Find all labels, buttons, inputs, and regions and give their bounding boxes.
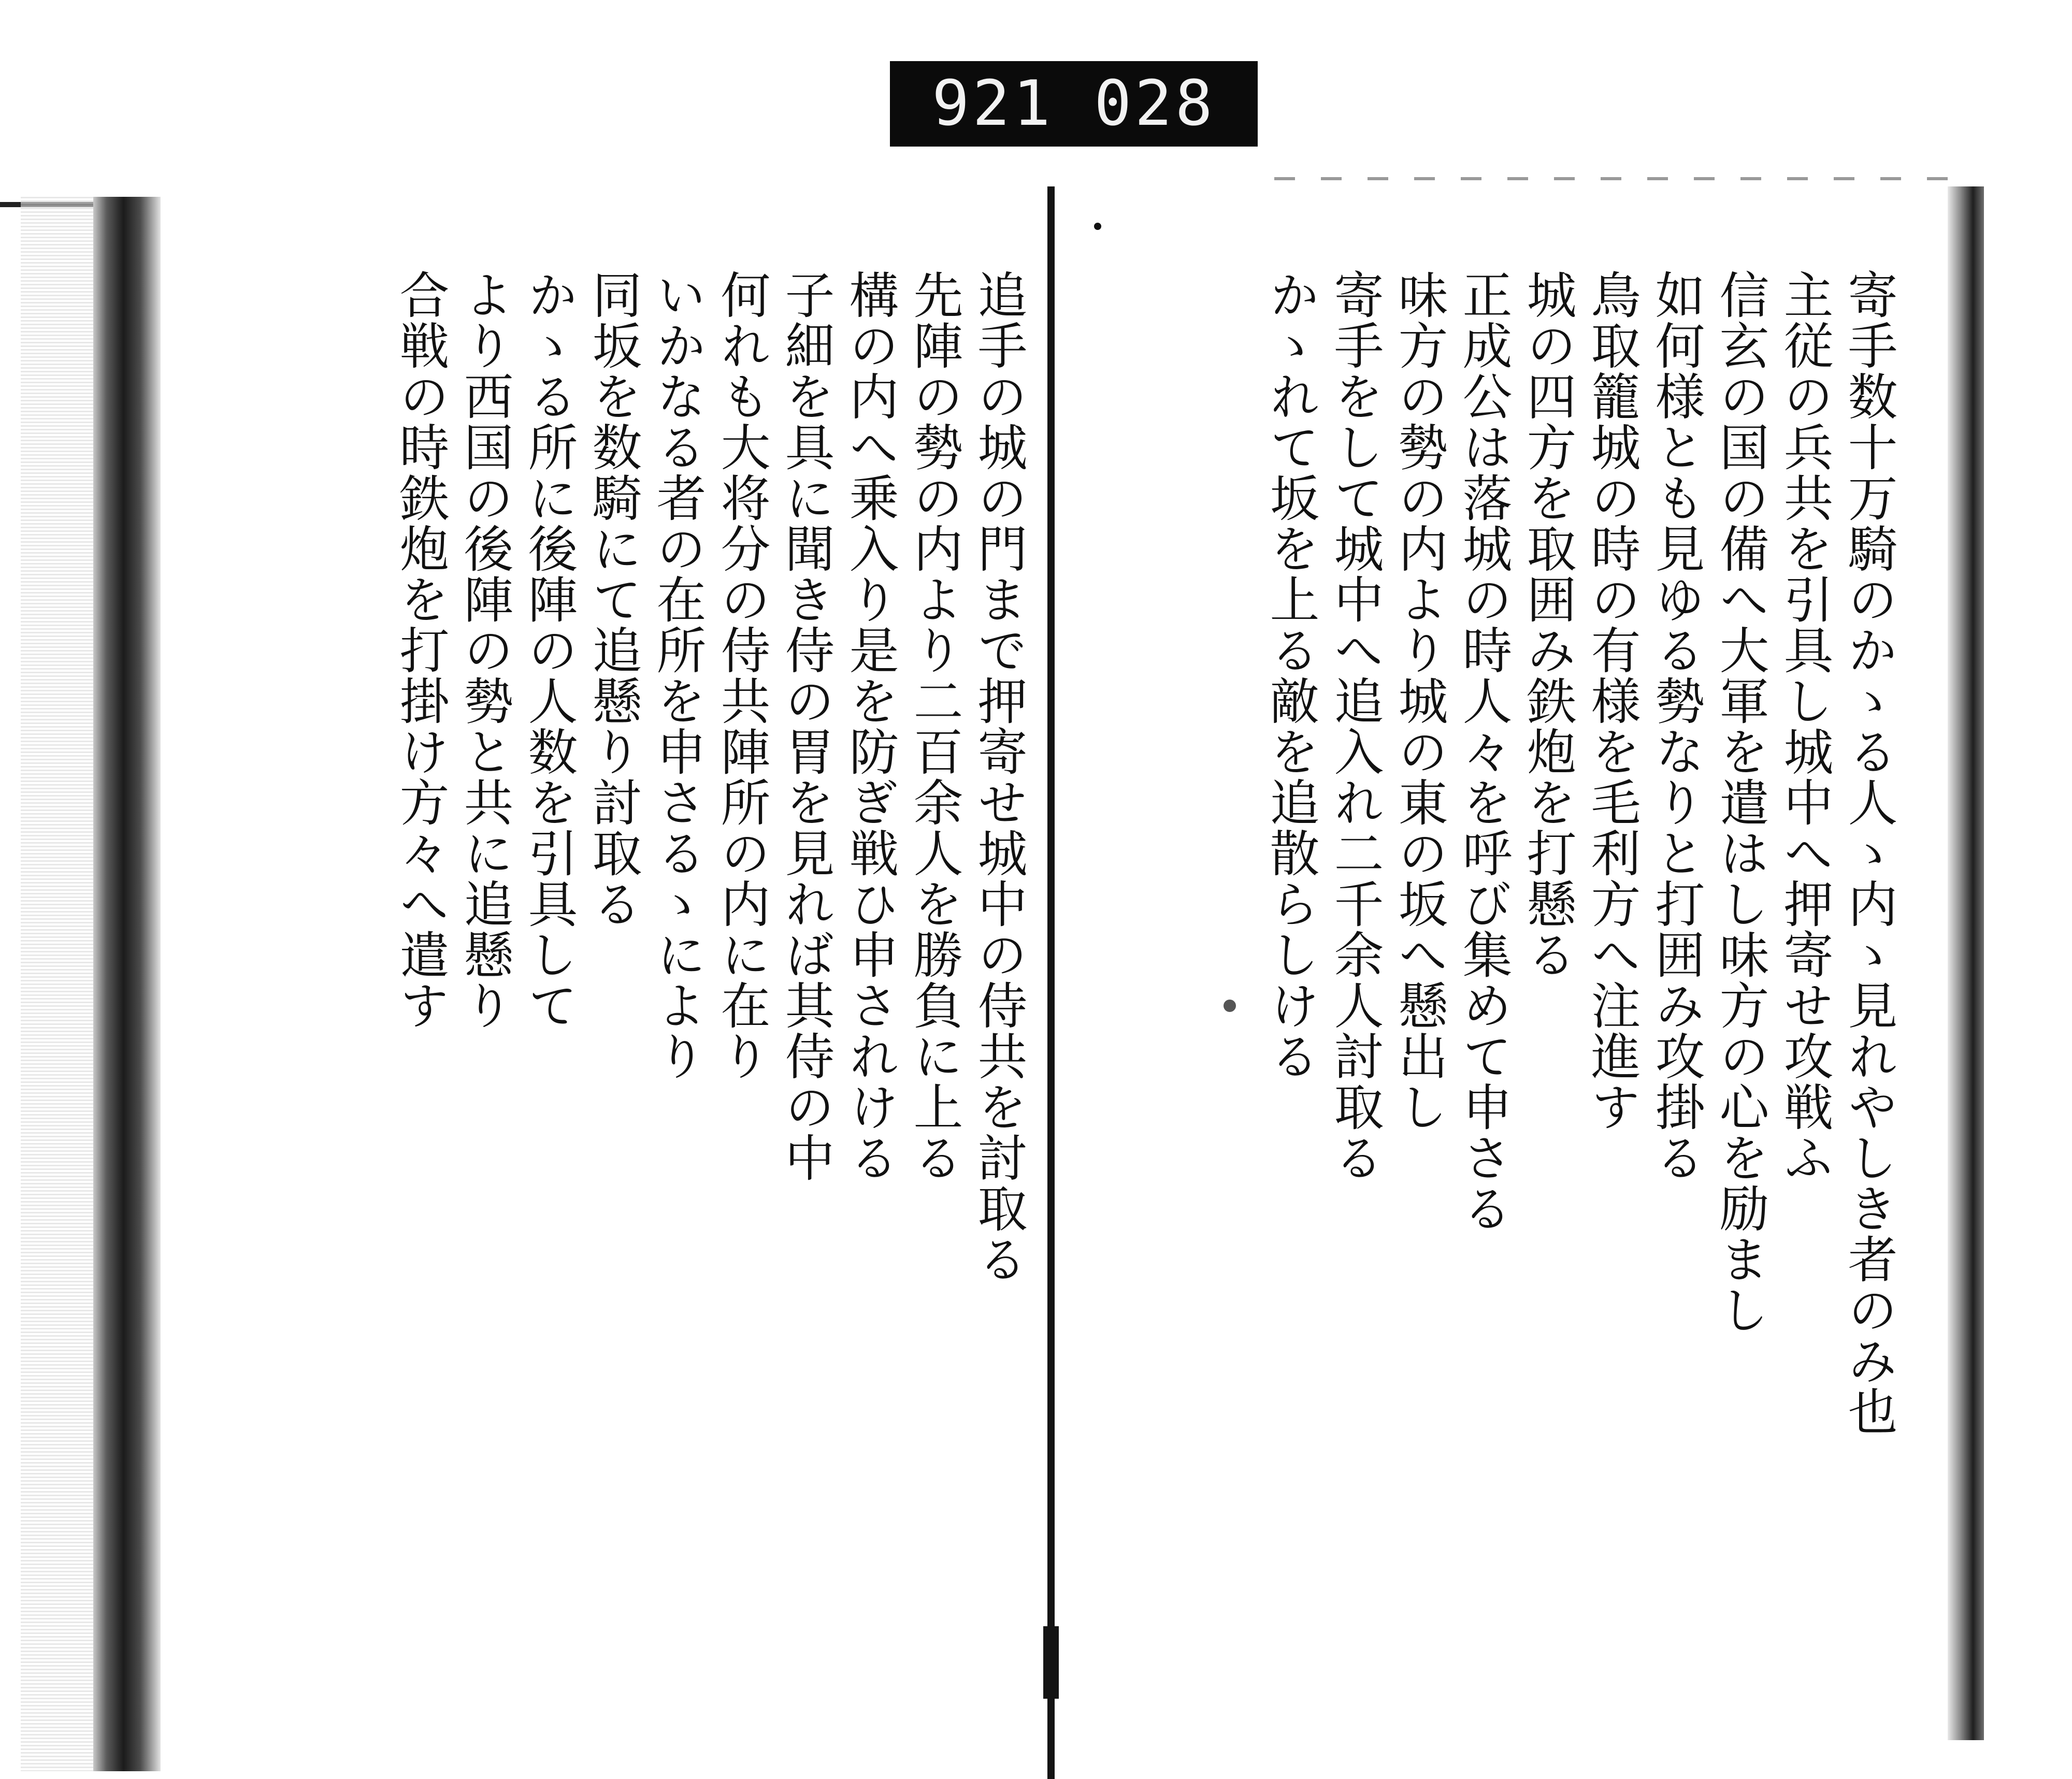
book-gutter <box>1047 186 1055 1779</box>
left-page-edge <box>93 197 161 1771</box>
left-column-5: 何れも大将分の侍共陣所の内に在り <box>713 269 771 1081</box>
top-edge-rule-right <box>1274 177 1948 180</box>
frame-number-label: 921 028 <box>890 61 1258 147</box>
right-page-text <box>1083 269 1901 1512</box>
left-column-10: 合戦の時鉄炮を打掛け方々へ遣す <box>392 269 450 1031</box>
left-page-text <box>223 269 1031 1512</box>
right-column-7: 正成公は落城の時人々を呼び集めて申さる <box>1455 269 1513 1234</box>
right-column-3: 信玄の国の備へ大軍を遣はし味方の心を励まし <box>1711 269 1769 1335</box>
right-column-5: 鳥取籠城の時の有様を毛利方へ注進す <box>1583 269 1641 1132</box>
left-column-1: 追手の城の門まで押寄せ城中の侍共を討取る <box>970 269 1028 1284</box>
right-column-8: 味方の勢の内より城の東の坂へ懸出し <box>1390 269 1448 1132</box>
right-column-6: 城の四方を取囲み鉄炮を打懸る <box>1519 269 1577 980</box>
right-column-4: 如何様とも見ゆる勢なりと打囲み攻掛る <box>1647 269 1705 1183</box>
right-column-9: 寄手をして城中へ追入れ二千余人討取る <box>1326 269 1384 1183</box>
left-column-9: より西国の後陣の勢と共に追懸り <box>456 269 514 1031</box>
right-page-edge <box>1948 186 1984 1740</box>
left-page-fringe <box>21 197 93 1771</box>
left-column-7: 同坂を数騎にて追懸り討取る <box>584 269 642 929</box>
left-column-4: 子細を具に聞き侍の胃を見れば其侍の中 <box>777 269 835 1183</box>
left-column-8: かゝる所に後陣の人数を引具して <box>520 269 578 1031</box>
gutter-binding <box>1043 1626 1059 1699</box>
right-column-1: 寄手数十万騎のかゝる人ゝ内ゝ見れやしき者のみ也 <box>1840 269 1898 1437</box>
left-column-3: 構の内へ乗入り是を防ぎ戦ひ申されける <box>841 269 899 1183</box>
right-column-10: かゝれて坂を上る敵を追散らしける <box>1262 269 1320 1081</box>
left-column-6: いかなる者の在所を申さるゝにより <box>649 269 707 1081</box>
right-column-2: 主従の兵共を引具し城中へ押寄せ攻戦ふ <box>1776 269 1834 1183</box>
ink-dot <box>1094 223 1101 230</box>
left-column-2: 先陣の勢の内より二百余人を勝負に上る <box>905 269 963 1183</box>
